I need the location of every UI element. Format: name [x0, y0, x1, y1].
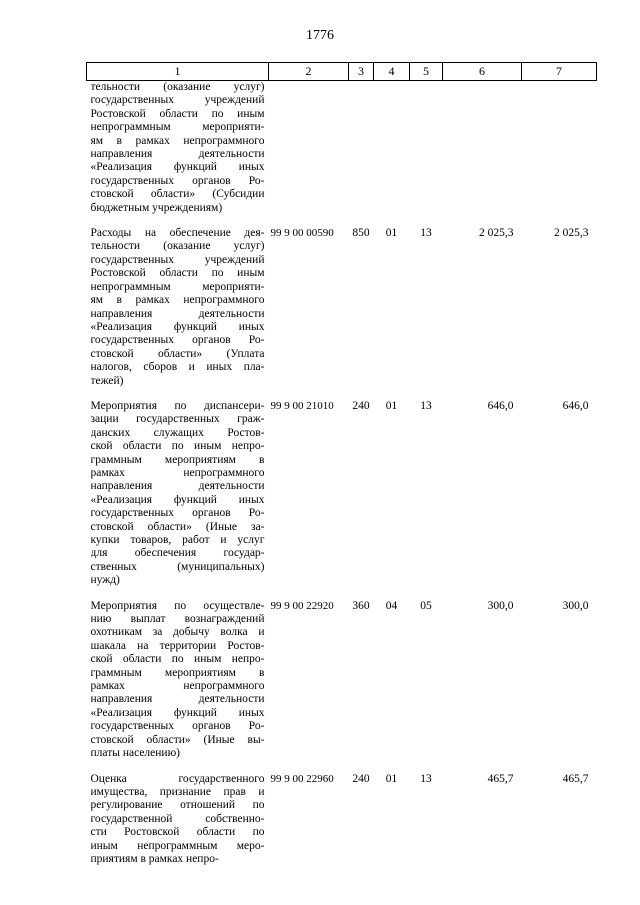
description-line: «Реализация функций иных	[90, 706, 265, 719]
description-line: ской области по иным непро-	[90, 653, 265, 666]
description-line: ственных (муниципальных)	[90, 560, 265, 573]
description-line: Мероприятия по диспансери-	[90, 399, 265, 412]
description-line: Расходы на обеспечение дея-	[90, 227, 265, 240]
row-section: 01	[385, 772, 398, 785]
column-header: 1	[87, 63, 269, 81]
column-header: 3	[349, 63, 374, 81]
table-row	[87, 600, 597, 773]
description-line: нужд)	[90, 574, 120, 587]
row-amount-2: 465,7	[562, 772, 589, 785]
description-line: государственных органов Ро-	[90, 174, 265, 187]
row-subsection: 13	[420, 772, 432, 785]
row-expense-type: 360	[352, 599, 370, 612]
description-line: «Реализация функций иных	[90, 161, 265, 174]
description-line: граммным мероприятиям в	[90, 666, 265, 679]
description-line: нию выплат вознаграждений	[90, 613, 265, 626]
description-line: ской области по иным непро-	[90, 440, 265, 453]
description-line: платы населению)	[90, 747, 181, 760]
description-line: «Реализация функций иных	[90, 493, 265, 506]
description-line: государственных органов Ро-	[90, 507, 265, 520]
description-line: стовской области» (Иные вы-	[90, 733, 265, 746]
row-target-code: 99 9 00 22960	[270, 772, 334, 785]
description-line: данских служащих Ростов-	[90, 426, 265, 439]
description-line: ям в рамках непрограммного	[90, 134, 265, 147]
description-line: направления деятельности	[90, 307, 265, 320]
row-section: 04	[385, 599, 398, 612]
row-description	[87, 81, 269, 228]
row-section	[374, 81, 410, 228]
page-number: 1776	[306, 28, 334, 43]
table-row	[87, 227, 597, 400]
row-subsection: 13	[420, 399, 432, 412]
description-line: для обеспечения государ-	[90, 547, 265, 560]
row-amount-1: 646,0	[487, 399, 514, 412]
description-line: направления деятельности	[90, 693, 265, 706]
column-header: 2	[269, 63, 349, 81]
row-subsection: 05	[420, 599, 432, 612]
row-target-code: 99 9 00 22920	[270, 599, 334, 612]
description-line: рамках непрограммного	[90, 680, 265, 693]
description-line: ям в рамках непрограммного	[90, 294, 265, 307]
row-target-code: 99 9 00 21010	[270, 399, 334, 412]
description-line: «Реализация функций иных	[90, 320, 265, 333]
description-line: государственных органов Ро-	[90, 720, 265, 733]
description-line: рамках непрограммного	[90, 466, 265, 479]
row-expense-type	[349, 81, 374, 228]
column-header: 6	[443, 63, 522, 81]
description-line: Мероприятия по осуществле-	[90, 599, 265, 612]
description-line: шакала на территории Ростов-	[90, 639, 265, 652]
row-expense-type: 850	[352, 227, 370, 240]
description-line: стовской области» (Уплата	[90, 347, 265, 360]
table-row	[87, 81, 597, 228]
description-line: стовской области» (Иные за-	[90, 520, 265, 533]
description-line: тежей)	[90, 374, 124, 387]
description-line: зации государственных граж-	[90, 413, 265, 426]
description-line: граммным мероприятиям в	[90, 453, 265, 466]
row-amount-1: 2 025,3	[479, 227, 514, 240]
description-line: сти Ростовской области по	[90, 826, 265, 839]
row-expense-type: 240	[352, 772, 370, 785]
row-description	[87, 600, 269, 773]
row-description	[87, 227, 269, 400]
row-target-code: 99 9 00 00590	[270, 227, 334, 240]
description-line: тельности (оказание услуг)	[90, 81, 265, 93]
row-amount-1	[443, 81, 522, 228]
description-line: тельности (оказание услуг)	[90, 240, 265, 253]
table-header-row	[87, 63, 597, 81]
column-header: 7	[522, 63, 597, 81]
description-line: государственных органов Ро-	[90, 334, 265, 347]
row-description	[87, 773, 269, 879]
description-line: направления деятельности	[90, 148, 265, 161]
description-line: непрограммным мероприяти-	[90, 280, 265, 293]
row-target-code	[269, 81, 349, 228]
description-line: направления деятельности	[90, 480, 265, 493]
column-header: 4	[374, 63, 410, 81]
description-line: имущества, признание прав и	[90, 785, 265, 798]
row-section: 01	[385, 399, 398, 412]
table-row	[87, 400, 597, 600]
description-line: непрограммным мероприяти-	[90, 121, 265, 134]
description-line: государственных учреждений	[90, 94, 265, 107]
description-line: Ростовской области по иным	[90, 107, 265, 120]
description-line: государственной собственно-	[90, 812, 265, 825]
row-section: 01	[385, 227, 398, 240]
column-header: 5	[410, 63, 443, 81]
row-subsection	[410, 81, 443, 228]
budget-table	[86, 62, 597, 878]
row-amount-1: 300,0	[487, 599, 514, 612]
description-line: регулирование отношений по	[90, 799, 265, 812]
description-line: приятиям в рамках непро-	[90, 852, 219, 865]
row-expense-type: 240	[352, 399, 370, 412]
table-row	[87, 773, 597, 879]
row-amount-2: 300,0	[562, 599, 589, 612]
row-amount-2: 646,0	[562, 399, 589, 412]
description-line: охотникам за добычу волка и	[90, 626, 265, 639]
description-line: иным непрограммным меро-	[90, 839, 265, 852]
description-line: налогов, сборов и иных пла-	[90, 361, 265, 374]
description-line: Оценка государственного	[90, 772, 265, 785]
description-line: бюджетным учреждениям)	[90, 201, 223, 214]
row-description	[87, 400, 269, 600]
description-line: государственных учреждений	[90, 253, 265, 266]
row-subsection: 13	[420, 227, 432, 240]
description-line: стовской области» (Субсидии	[90, 188, 265, 201]
row-amount-2	[522, 81, 597, 228]
description-line: Ростовской области по иным	[90, 267, 265, 280]
row-amount-2: 2 025,3	[554, 227, 589, 240]
description-line: купки товаров, работ и услуг	[90, 534, 265, 546]
row-amount-1: 465,7	[487, 772, 514, 785]
